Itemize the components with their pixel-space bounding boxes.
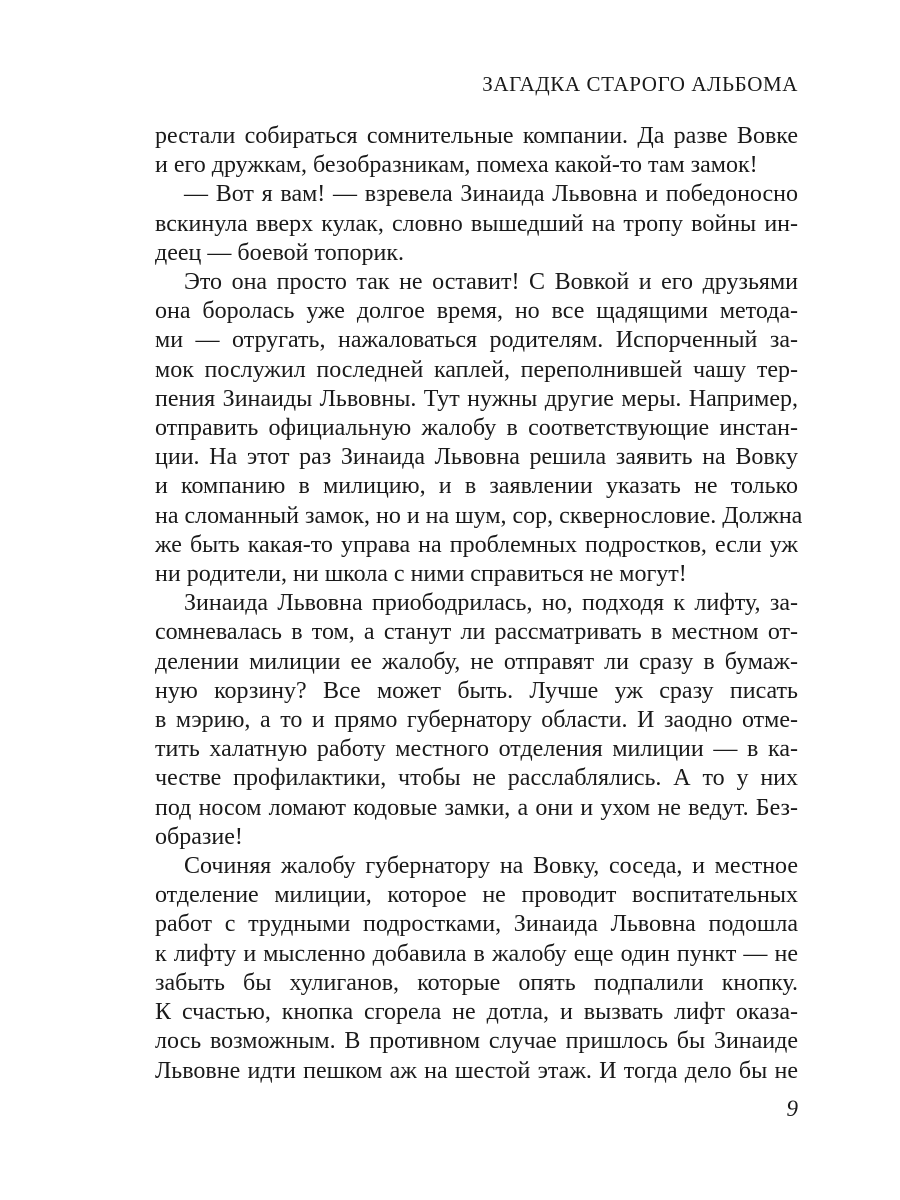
- text-line: к лифту и мысленно добавила в жалобу еще один пункт — не: [155, 940, 798, 967]
- text-line: в мэрию, а то и прямо губернатору области. И заодно отме-: [155, 707, 798, 734]
- paragraph-5: [155, 852, 798, 1086]
- text-line: под носом ломают кодовые замки, а они и ухом не ведут. Без-: [155, 794, 798, 821]
- text-line: она боролась уже долгое время, но все щадящими метода-: [155, 298, 798, 325]
- text-line: К счастью, кнопка сгорела не дотла, и вызвать лифт оказа-: [155, 999, 798, 1026]
- paragraph-3: [155, 268, 803, 589]
- text-line: на сломанный замок, но и на шум, сор, сквернословие. Должна: [155, 502, 803, 529]
- text-line: рестали собираться сомнительные компании. Да разве Вовке: [155, 123, 798, 149]
- text-line: Сочиняя жалобу губернатору на Вовку, соседа, и местное: [184, 853, 798, 880]
- paragraph-4: [155, 589, 798, 852]
- body-text: [155, 122, 803, 1086]
- text-line: ни родители, ни школа с ними справиться не могут!: [155, 561, 687, 588]
- text-line: образие!: [155, 823, 243, 850]
- text-line: делении милиции ее жалобу, не отправят ли сразу в бумаж-: [155, 648, 798, 675]
- text-line: же быть какая-то управа на проблемных подростков, если уж: [155, 531, 798, 558]
- text-line: лось возможным. В противном случае пришлось бы Зинаиде: [155, 1028, 798, 1055]
- text-line: мок послужил последней каплей, переполнившей чашу тер-: [155, 356, 798, 383]
- text-line: Зинаида Львовна приободрилась, но, подходя к лифту, за-: [184, 590, 798, 617]
- running-title: ЗАГАДКА СТАРОГО АЛЬБОМА: [482, 72, 798, 96]
- text-line: забыть бы хулиганов, которые опять подпалили кнопку.: [155, 969, 798, 996]
- text-line: Это она просто так не оставит! С Вовкой и его друзьями: [184, 269, 798, 296]
- text-line: ную корзину? Все может быть. Лучше уж сразу писать: [155, 677, 798, 704]
- text-line: и компанию в милицию, и в заявлении указать не только: [155, 473, 798, 500]
- text-line: — Вот я вам! — взревела Зинаида Львовна и победоносно: [184, 181, 798, 208]
- paragraph-2: [155, 180, 798, 268]
- text-line: и его дружкам, безобразникам, помеха какой-то там замок!: [155, 152, 758, 179]
- text-line: вскинула вверх кулак, словно вышедший на тропу войны ин-: [155, 210, 798, 237]
- text-line: ми — отругать, нажаловаться родителям. Испорченный за-: [155, 327, 798, 354]
- page-number: 9: [786, 1096, 798, 1121]
- text-line: тить халатную работу местного отделения милиции — в ка-: [155, 736, 798, 763]
- text-line: работ с трудными подростками, Зинаида Львовна подошла: [155, 911, 798, 938]
- text-line: отправить официальную жалобу в соответствующие инстан-: [155, 415, 798, 442]
- text-line: ции. На этот раз Зинаида Львовна решила заявить на Вовку: [155, 444, 798, 471]
- text-line: Львовне идти пешком аж на шестой этаж. И тогда дело бы не: [155, 1057, 798, 1084]
- paragraph-1: [155, 122, 798, 180]
- text-line: сомневалась в том, а станут ли рассматривать в местном от-: [155, 619, 798, 646]
- text-line: отделение милиции, которое не проводит воспитательных: [155, 882, 798, 909]
- text-line: пения Зинаиды Львовны. Тут нужны другие меры. Например,: [155, 385, 798, 412]
- text-line: деец — боевой топорик.: [155, 239, 405, 266]
- text-line: честве профилактики, чтобы не расслаблялись. А то у них: [155, 765, 798, 792]
